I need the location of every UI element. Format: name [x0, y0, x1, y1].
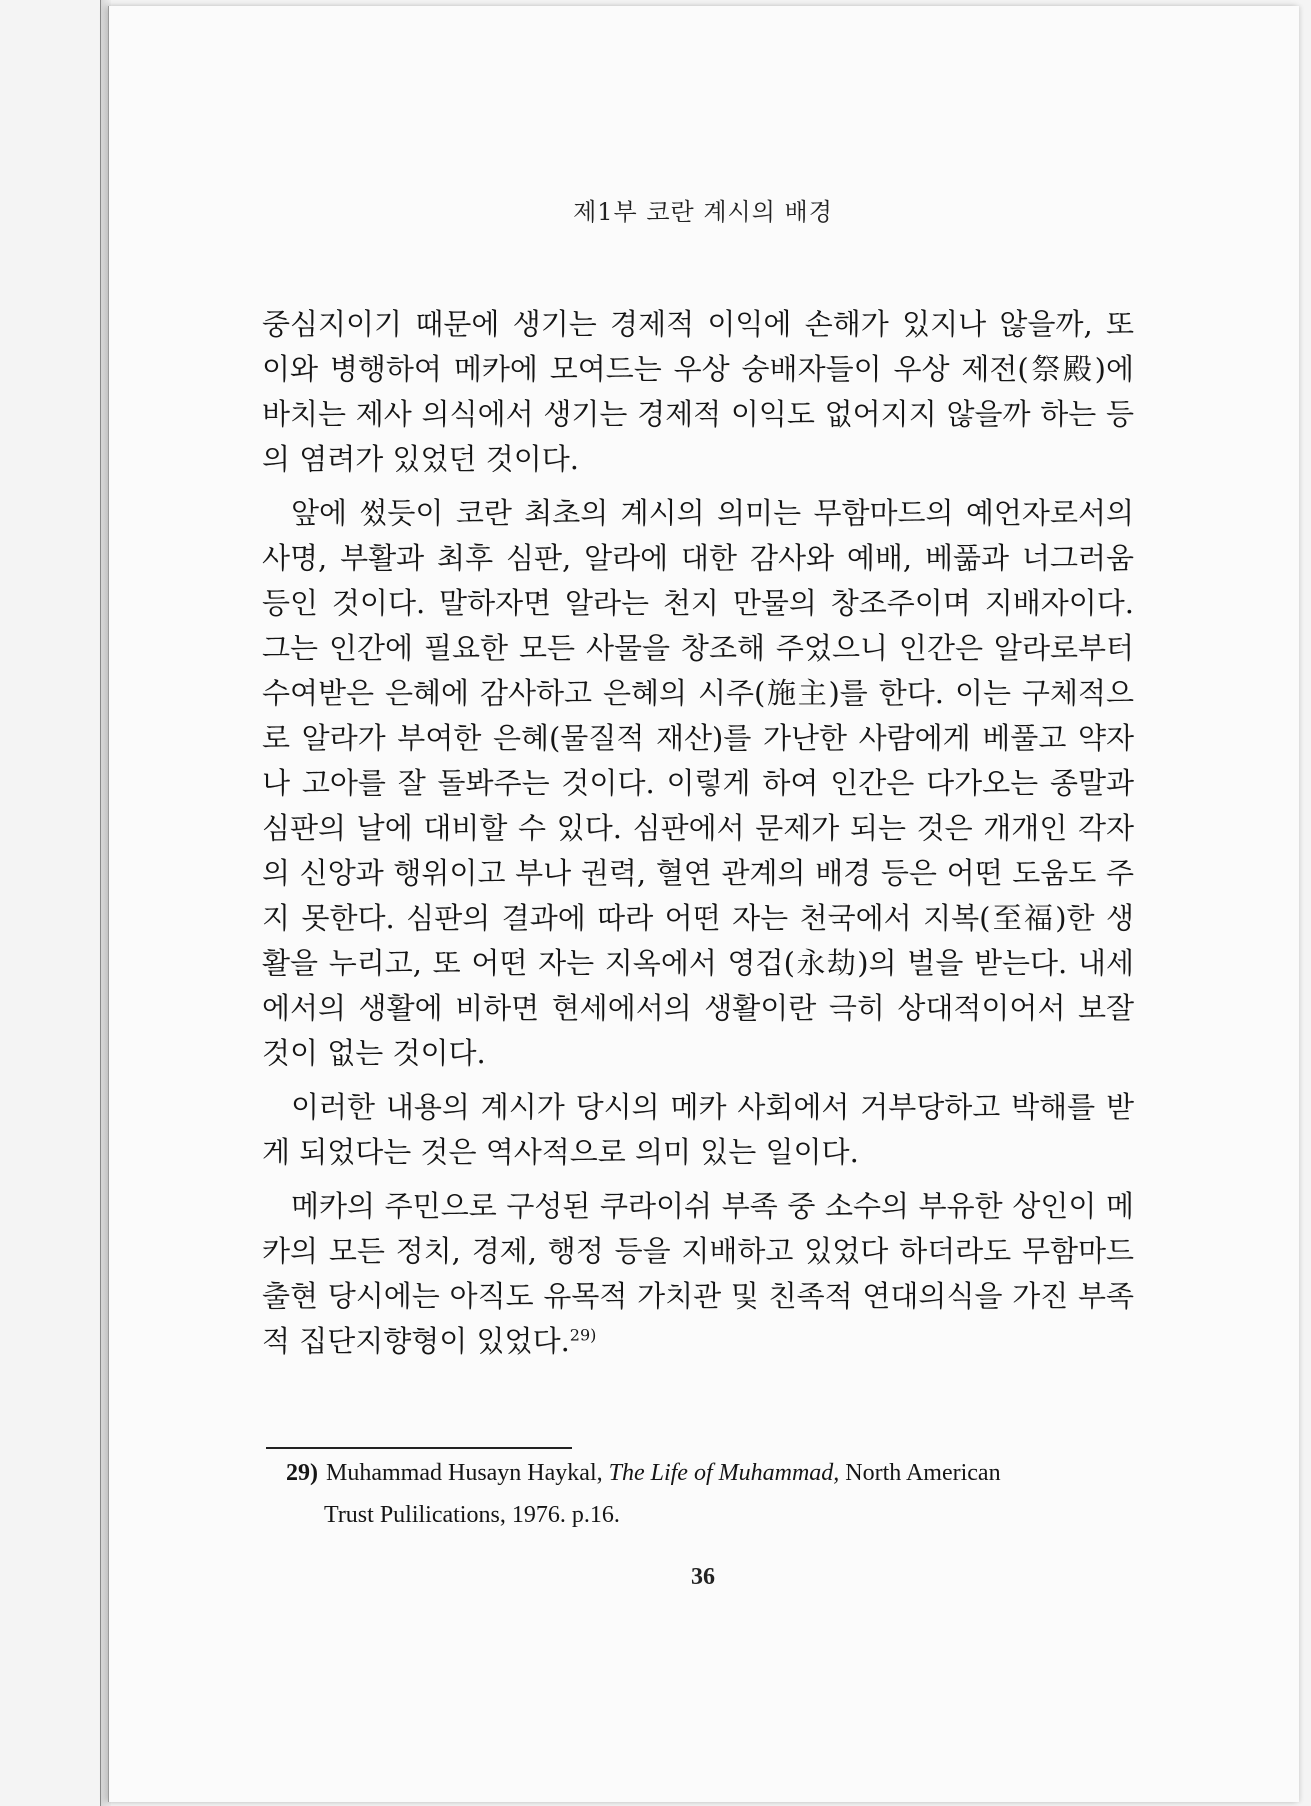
footnote-rule [266, 1447, 572, 1449]
body-text [262, 302, 1134, 1373]
paragraph-4-text: 메카의 주민으로 구성된 쿠라이쉬 부족 중 소수의 부유한 상인이 메카의 모든 정치, 경제, 행정 등을 지배하고 있었다 하더라도 무함마드 출현 당시에는 아직도 유목적 가치관 및 친족적 연대의식을 가진 부족적 집단지향형이 있었다. [262, 1189, 1134, 1358]
footnote-reference: 29) [569, 1325, 597, 1345]
page-number: 36 [691, 1564, 715, 1590]
paragraph-4 [262, 1184, 1134, 1364]
footnote-29 [286, 1452, 1134, 1536]
paragraph-3: 이러한 내용의 계시가 당시의 메카 사회에서 거부당하고 박해를 받게 되었다는 것은 역사적으로 의미 있는 일이다. [262, 1090, 1134, 1169]
running-head: 제1부 코란 계시의 배경 [573, 198, 833, 226]
paragraph-1: 중심지이기 때문에 생기는 경제적 이익에 손해가 있지나 않을까, 또 이와 병행하여 메카에 모여드는 우상 숭배자들이 우상 제전(祭殿)에 바치는 제사 의식에서 생기는 경제적 이익도 없어지지 않을까 하는 등의 염려가 있었던 것이다. [262, 307, 1134, 476]
footnote-number: 29) [286, 1460, 318, 1486]
footnote-publisher-2: Trust Pulilications, 1976. p.16. [324, 1502, 620, 1528]
footnote-publisher-1: North American [845, 1460, 1001, 1486]
footnote-author: Muhammad Husayn Haykal, [326, 1460, 603, 1486]
footnote-title: The Life of Muhammad, [608, 1460, 840, 1486]
paragraph-2: 앞에 썼듯이 코란 최초의 계시의 의미는 무함마드의 예언자로서의 사명, 부활과 최후 심판, 알라에 대한 감사와 예배, 베풂과 너그러움 등인 것이다. 말하자면 알라는 천지 만물의 창조주이며 지배자이다. 그는 인간에 필요한 모든 사물을 창조해 주었으니 인간은 알라로부터 수여받은 은혜에 감사하고 은혜의 시주(施主)를 한다. 이는 구체적으로 알라가 부여한 은혜(물질적 재산)를 가난한 사람에게 베풀고 약자나 고아를 잘 돌봐주는 것이다. 이렇게 하여 인간은 다가오는 종말과 심판의 날에 대비할 수 있다. 심판에서 문제가 되는 것은 개개인 각자의 신앙과 행위이고 부나 권력, 혈연 관계의 배경 등은 어떤 도움도 주지 못한다. 심판의 결과에 따라 어떤 자는 천국에서 지복(至福)한 생활을 누리고, 또 어떤 자는 지옥에서 영겁(永劫)의 벌을 받는다. 내세에서의 생활에 비하면 현세에서의 생활이란 극히 상대적이어서 보잘것이 없는 것이다. [262, 496, 1134, 1070]
